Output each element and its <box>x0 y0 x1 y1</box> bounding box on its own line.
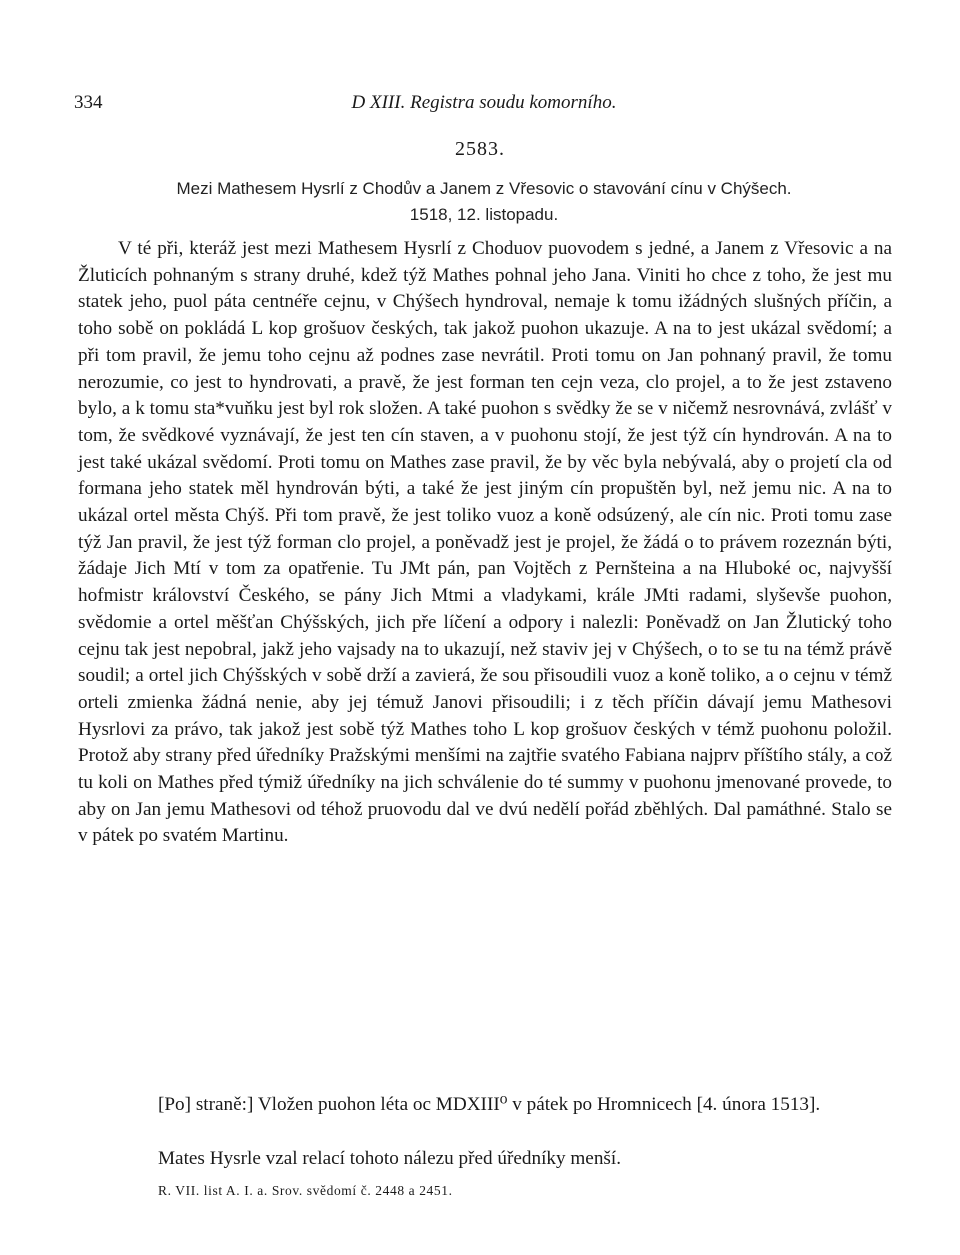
page-header <box>74 92 894 116</box>
document-heading <box>74 176 894 228</box>
heading-title: Mezi Mathesem Hysrlí z Chodův a Janem z Vřesovic o stavování cínu v Chýšech. <box>176 179 792 198</box>
running-head: D XIII. Registra soudu komorního. <box>351 92 617 113</box>
document-body: V té při, kteráž jest mezi Mathesem Hysrlí z Choduov puovodem s jedné, a Janem z Vřesovic a na Žluticích pohnaným s strany druhé, kdež týž Mathes pohnal jeho Jana. Viniti ho chce z toho, že jest mu statek jeho, puol páta centnéře cejnu, v Chýšech hyndroval, nemaje k tomu ižádných slušných příčin, a toho sobě on pokládá L kop grošuov českých, tak jakož puohon ukazuje. A na to jest ukázal svědomí; a při tom pravil, že jemu toho cejnu až podnes zase nevrátil. Proti tomu on Jan pohnaný pravil, že tomu nerozumie, co jest to hyndrovati, a pravě, že jest forman ten cejn veza, clo projel, a to že jest zstaveno bylo, a k tomu sta*vuňku jest byl rok složen. A také puohon s svědky že se v ničemž nesrovnává, zvlášť v tom, že svědkové vyznávají, že jest ten cín staven, a v puohonu stojí, že jest týž cín hyndrován. A na to jest také ukázal svědomí. Proti tomu on Mathes zase pravil, že by věc byla nebývalá, aby o projetí cla od formana jeho statek měl hyndrován býti, a také že jest jiným cín propuštěn byl, než jemu nic. A na to ukázal ortel města Chýš. Při tom pravě, že jest toliko vuoz a koně odsúzený, ale cín nic. Proti tomu zase týž Jan pravil, že jest týž forman clo projel, a poněvadž jest je projel, že žádá o to právem rozeznán býti, žádaje Jich Mtí v tom za opatřenie. Tu JMt pán, pan Vojtěch z Pernšteina a na Hluboké oc, najvyšší hofmistr království Českého, se pány Jich Mtmi a vladykami, krále JMti radami, slyševše puohon, svědomie a ortel měšťan Chýšských, jich pře líčení a odpory i nalezli: Poněvadž on Jan Žlutický toho cejnu tak jest nepobral, jakž jeho vajsady na to ukazují, než staviv jej v Chýšech, o to se tu na témž právě soudil; a ortel jich Chýšských v sobě drží a zavierá, že sou přisoudili vuoz a koně toliko, a o cejnu v témž orteli zmienka žádná nenie, aby jej témuž Janovi přisoudili; i z těch příčin dávají jemu Mathesovi Hysrlovi za právo, tak jakož jest sobě týž Mathes toho L kop grošuov českých v témž puohonu položil. Protož aby strany před úředníky Pražskými menšími na zajtřie svatého Fabiana najprv příštího stály, a což tu koli on Mathes před týmiž úředníky na jich schválenie do té summy v puohonu jmenované provede, to aby on Jan jemu Mathesovi od téhož pruovodu dal ve dvú nedělí pořád zběhlých. Dal památhné. Stalo se v pátek po svatém Martinu. <box>78 238 893 847</box>
heading-date: 1518, 12. listopadu. <box>409 205 559 224</box>
source-footnote: R. VII. list A. I. a. Srov. svědomí č. 2448 a 2451. <box>158 1183 453 1198</box>
document-number: 2583. <box>455 138 505 160</box>
page-number: 334 <box>74 92 103 113</box>
relation-note: Mates Hysrle vzal relací tohoto nálezu před úředníky menší. <box>158 1148 622 1169</box>
margin-note: [Po] straně:] Vložen puohon léta oc MDXIII⁰ v pátek po Hromnicech [4. února 1513]. <box>158 1094 821 1115</box>
